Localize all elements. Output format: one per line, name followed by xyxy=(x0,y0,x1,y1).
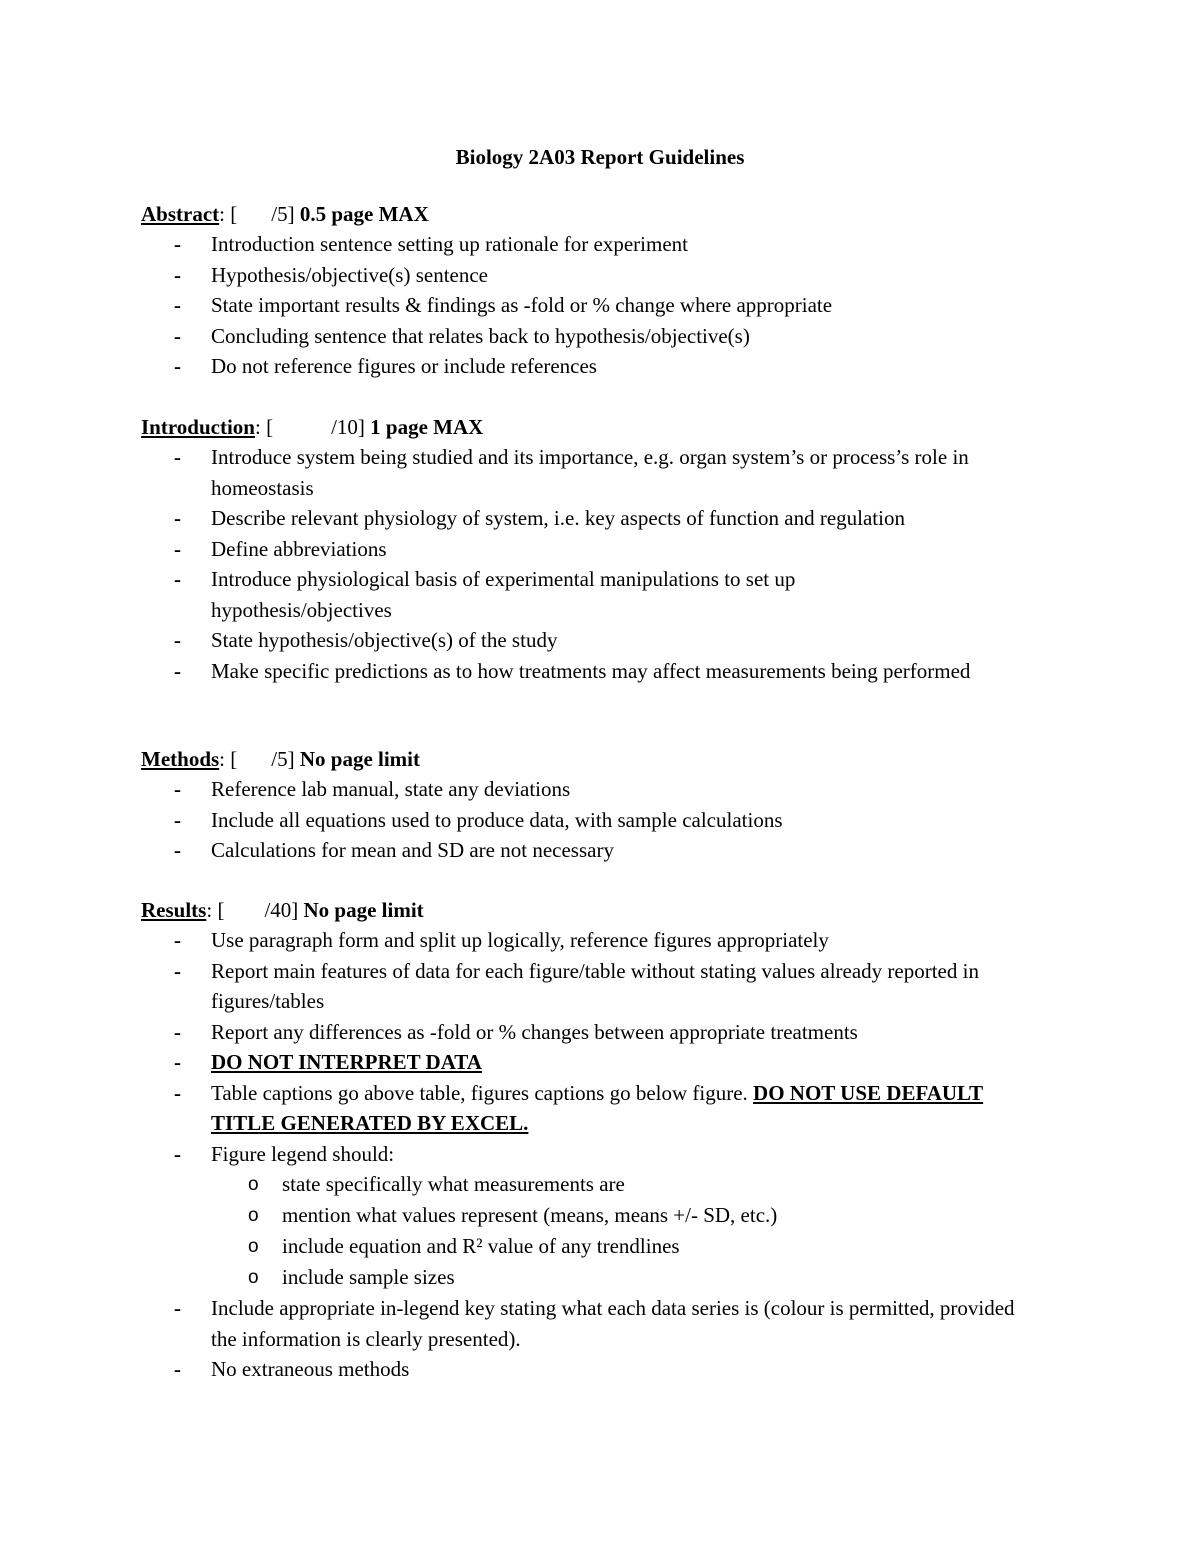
score-total: /10] xyxy=(331,415,365,439)
bullet-dash: - xyxy=(174,628,181,652)
colon: : xyxy=(254,415,261,439)
list-item xyxy=(141,442,1051,503)
page-limit: 0.5 page MAX xyxy=(299,202,429,226)
bullet-dash: - xyxy=(174,838,181,862)
list-item xyxy=(141,835,1081,866)
page-limit: 1 page MAX xyxy=(370,415,484,439)
sub-bullet-circle: o xyxy=(248,1267,259,1288)
bullet-dash: - xyxy=(174,1296,181,1320)
sub-bullet-circle: o xyxy=(248,1205,259,1226)
bullet-dash: - xyxy=(174,262,181,287)
score-total: /5] xyxy=(271,747,295,771)
section-name: Results xyxy=(141,898,207,922)
section-introduction xyxy=(141,412,1081,686)
bullet-dash: - xyxy=(174,536,181,561)
section-heading xyxy=(141,412,1081,442)
bullet-dash: - xyxy=(174,1019,181,1044)
item-text: Concluding sentence that relates back to hypothesis/objective(s) xyxy=(211,323,750,348)
list-item xyxy=(141,1047,1081,1078)
sub-list-item xyxy=(141,1169,1081,1200)
section-heading xyxy=(141,199,1081,229)
section-name: Introduction xyxy=(141,415,255,439)
bullet-dash: - xyxy=(174,567,181,591)
page-limit: No page limit xyxy=(303,898,424,922)
item-text: Reference lab manual, state any deviations xyxy=(211,777,571,801)
emphasis-text: DO NOT USE DEFAULT TITLE GENERATED BY EXCEL. xyxy=(211,1080,984,1135)
colon: : xyxy=(206,898,213,922)
item-text: Describe relevant physiology of system, i.e. key aspects of function and regulation xyxy=(211,506,905,530)
list-item xyxy=(141,260,1081,291)
bullet-dash: - xyxy=(174,323,181,348)
item-text: include sample sizes xyxy=(282,1265,455,1289)
colon: : xyxy=(219,202,225,226)
list-item xyxy=(141,351,1081,382)
bullet-dash: - xyxy=(174,293,181,317)
list-item xyxy=(141,1017,1081,1048)
section-name: Abstract xyxy=(141,202,220,226)
bullet-dash: - xyxy=(174,506,181,530)
emphasis-text: DO NOT INTERPRET DATA xyxy=(211,1050,482,1074)
sub-bullet-circle: o xyxy=(248,1236,259,1257)
list-item xyxy=(141,564,901,625)
item-text: Include all equations used to produce data, with sample calculations xyxy=(211,807,783,832)
item-text: mention what values represent (means, means +/- SD, etc.) xyxy=(282,1203,778,1227)
bullet-dash: - xyxy=(174,232,181,256)
item-text: Report main features of data for each figure/table without stating values already reported in figures/tables xyxy=(211,958,979,1013)
item-text: Report any differences as -fold or % changes between appropriate treatments xyxy=(211,1019,858,1044)
bullet-dash: - xyxy=(174,445,181,469)
item-text: Calculations for mean and SD are not necessary xyxy=(211,838,614,862)
item-text: Hypothesis/objective(s) sentence xyxy=(211,262,488,287)
section-results xyxy=(141,895,1081,1385)
item-text: state specifically what measurements are xyxy=(282,1172,625,1196)
item-text: Define abbreviations xyxy=(211,536,387,561)
list-item xyxy=(141,534,1081,565)
item-text: Introduce system being studied and its importance, e.g. organ system’s or process’s role in homeostasis xyxy=(211,445,969,500)
score-bracket: [ xyxy=(230,202,238,226)
section-name: Methods xyxy=(141,747,220,771)
list-item xyxy=(141,1078,1001,1139)
item-text: Introduction sentence setting up rationale for experiment xyxy=(211,232,689,256)
item-text: Make specific predictions as to how treatments may affect measurements being performed xyxy=(211,658,971,683)
score-total: /5] xyxy=(271,202,295,226)
score-bracket: [ xyxy=(266,415,274,439)
bullet-dash: - xyxy=(174,958,181,983)
item-text: No extraneous methods xyxy=(211,1357,410,1381)
list-item xyxy=(141,625,1081,656)
item-text: State hypothesis/objective(s) of the study xyxy=(211,628,558,652)
page-title: Biology 2A03 Report Guidelines xyxy=(455,145,745,169)
list-item xyxy=(141,290,1081,321)
item-text: Figure legend should: xyxy=(211,1141,395,1166)
score-total: /40] xyxy=(264,898,299,922)
item-text: Table captions go above table, figures captions go below figure. xyxy=(211,1080,748,1105)
page-limit: No page limit xyxy=(299,747,420,771)
list-item xyxy=(141,956,1061,1017)
item-text: Include appropriate in-legend key stating what each data series is (colour is permitted, provided the information is clearly presented). xyxy=(211,1296,1015,1351)
sub-list-item xyxy=(141,1262,1081,1293)
list-item xyxy=(141,774,1081,805)
section-abstract xyxy=(141,199,1081,382)
bullet-dash: - xyxy=(174,807,181,832)
bullet-dash: - xyxy=(174,354,181,378)
bullet-dash: - xyxy=(174,658,181,683)
item-text: include equation and R² value of any trendlines xyxy=(282,1234,680,1258)
bullet-dash: - xyxy=(174,1080,181,1105)
colon: : xyxy=(219,747,226,771)
sub-list-item xyxy=(141,1231,1081,1262)
bullet-dash: - xyxy=(174,777,181,801)
item-text: Do not reference figures or include references xyxy=(211,354,597,378)
item-text: State important results & findings as -fold or % change where appropriate xyxy=(211,293,833,317)
list-item xyxy=(141,503,1081,534)
item-text: Introduce physiological basis of experimental manipulations to set up hypothesis/objectives xyxy=(211,567,796,622)
bullet-dash: - xyxy=(174,1141,181,1166)
list-item xyxy=(141,805,1081,836)
section-methods xyxy=(141,744,1081,866)
score-bracket: [ xyxy=(230,747,238,771)
section-heading xyxy=(141,744,1081,774)
bullet-dash: - xyxy=(174,1357,181,1381)
score-bracket: [ xyxy=(217,898,225,922)
list-item xyxy=(141,1139,1081,1170)
list-item xyxy=(141,1354,1081,1385)
section-heading xyxy=(141,895,1081,925)
bullet-dash: - xyxy=(174,1050,181,1074)
sub-bullet-circle: o xyxy=(248,1174,259,1195)
list-item xyxy=(141,321,1081,352)
item-text: Use paragraph form and split up logically, reference figures appropriately xyxy=(211,928,829,952)
sub-list-item xyxy=(141,1200,1081,1231)
list-item xyxy=(141,925,1081,956)
bullet-dash: - xyxy=(174,928,181,952)
list-item xyxy=(141,229,1081,260)
list-item xyxy=(141,1293,1041,1354)
list-item xyxy=(141,656,981,687)
